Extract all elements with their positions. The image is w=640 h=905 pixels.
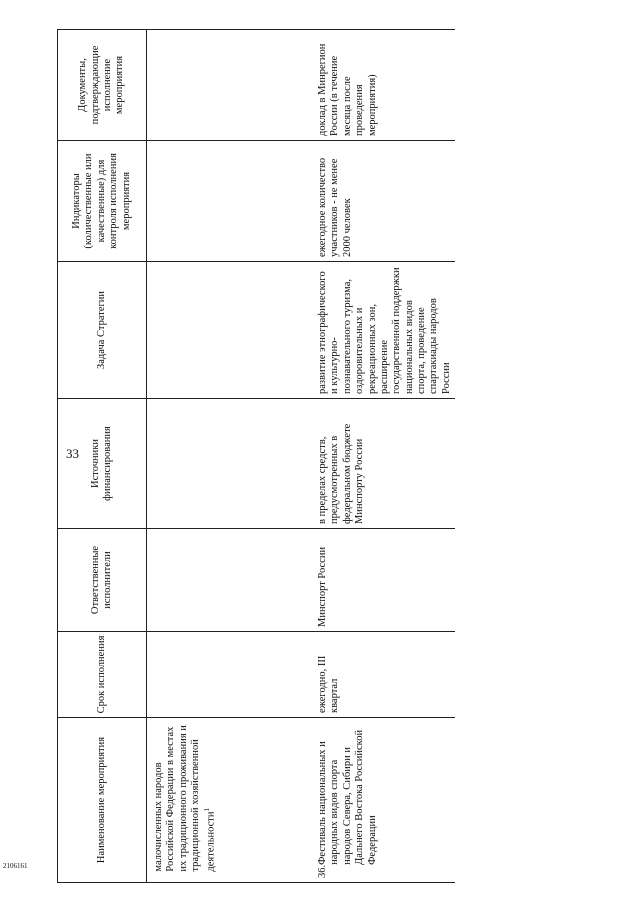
footnote-marker: 1 (202, 807, 211, 812)
action-plan-table (57, 29, 455, 883)
row-indicators: ежегодное количество участников - не менее 2000 человек (305, 141, 455, 262)
header-documents: Документы, подтверждающие исполнение мероприятия (58, 30, 147, 141)
header-executors: Ответственные исполнители (58, 529, 147, 632)
table-header-row (58, 30, 147, 883)
document-code: 2106161 (3, 862, 28, 870)
header-funding: Источники финансирования (58, 399, 147, 529)
row-funding: в пределах средств, предусмотренных в федеральном бюджете Минспорту России (305, 399, 455, 529)
header-strategy-task: Задача Стратегии (58, 262, 147, 399)
header-term: Срок исполнения (58, 632, 147, 718)
row-term: ежегодно, III квартал (305, 632, 455, 718)
row-event-name: Фестиваль национальных и народных видов спорта народов Севера, Сибири и Дальнего Востока Российской Федерации (317, 729, 378, 865)
table-row (305, 30, 455, 883)
header-indicators: Индикаторы (количественные или качественные) для контроля исполнения мероприятия (58, 141, 147, 262)
row-number: 36. (317, 864, 328, 878)
row-executors: Минспорт России (305, 529, 455, 632)
page-number: 33 (66, 446, 79, 461)
continuation-name-text: малочисленных народов Российской Федерации в местах их традиционного проживания и традиционной хозяйственной деятельности (153, 725, 216, 872)
row-strategy-task: развитие этнографического и культурно-познавательного туризма, оздоровительных и рекреационных зон, расширение государственной поддержки национальных видов спорта, проведение спартакиады народов России (305, 262, 455, 399)
continuation-name-cell (147, 718, 306, 883)
header-event-name: Наименование мероприятия (58, 718, 147, 883)
table-row-continuation (147, 30, 306, 883)
row-name-cell (305, 718, 455, 883)
row-documents: доклад в Минрегион России (в течение месяца после проведения мероприятия) (305, 30, 455, 141)
